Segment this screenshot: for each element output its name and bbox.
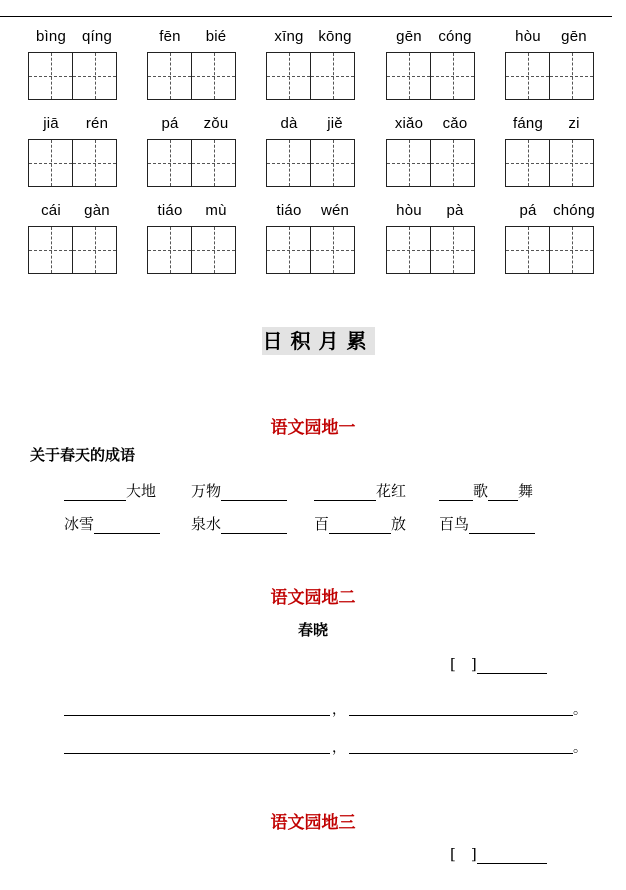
tian-zi-ge-box[interactable] bbox=[549, 226, 594, 274]
pinyin-word bbox=[505, 28, 598, 48]
tian-zi-ge-box[interactable] bbox=[310, 52, 355, 100]
author-blank[interactable] bbox=[477, 847, 547, 864]
pinyin-syllable: jiě bbox=[327, 115, 343, 132]
pinyin-syllable: zi bbox=[568, 115, 580, 132]
writing-boxes bbox=[386, 52, 474, 100]
tian-zi-ge-box[interactable] bbox=[191, 226, 236, 274]
fill-blank[interactable] bbox=[329, 517, 391, 534]
tian-zi-ge-box[interactable] bbox=[505, 139, 550, 187]
writing-boxes bbox=[147, 52, 235, 100]
writing-boxes bbox=[266, 52, 354, 100]
poem-line-2: ， 。 bbox=[64, 734, 584, 754]
poem-title: 春晓 bbox=[297, 621, 328, 639]
pinyin-text bbox=[505, 202, 598, 222]
tian-zi-ge-box[interactable] bbox=[72, 52, 117, 100]
pinyin-word bbox=[147, 28, 240, 48]
idiom-2: 万物 bbox=[191, 480, 287, 501]
fill-blank[interactable] bbox=[94, 517, 160, 534]
writing-boxes bbox=[28, 52, 116, 100]
tian-zi-ge-box[interactable] bbox=[430, 139, 475, 187]
idiom-8: 百鸟 bbox=[439, 513, 535, 534]
idiom-6: 泉水 bbox=[191, 513, 287, 534]
pinyin-syllable: hòu bbox=[396, 202, 422, 219]
writing-boxes bbox=[505, 139, 593, 187]
pinyin-syllable: pá bbox=[519, 202, 537, 219]
tian-zi-ge-box[interactable] bbox=[505, 226, 550, 274]
pinyin-text bbox=[266, 115, 359, 135]
idiom-4: 歌 舞 bbox=[439, 480, 533, 501]
pinyin-word bbox=[386, 28, 479, 48]
pinyin-syllable: mù bbox=[205, 202, 227, 219]
pinyin-syllable: dà bbox=[280, 115, 298, 132]
pinyin-syllable: tiáo bbox=[276, 202, 302, 219]
writing-boxes bbox=[386, 139, 474, 187]
pinyin-syllable: cóng bbox=[438, 28, 472, 45]
fill-blank[interactable] bbox=[488, 484, 518, 501]
writing-boxes bbox=[147, 139, 235, 187]
tian-zi-ge-box[interactable] bbox=[386, 52, 431, 100]
tian-zi-ge-box[interactable] bbox=[310, 139, 355, 187]
pinyin-text bbox=[386, 202, 479, 222]
fill-blank[interactable] bbox=[469, 517, 535, 534]
pinyin-row bbox=[28, 115, 608, 202]
author-line-3: [ ] bbox=[450, 843, 547, 864]
idiom-3: 花红 bbox=[314, 480, 406, 501]
pinyin-text bbox=[505, 115, 598, 135]
pinyin-syllable: cǎo bbox=[442, 115, 468, 132]
tian-zi-ge-box[interactable] bbox=[386, 139, 431, 187]
pinyin-writing-grid bbox=[28, 28, 608, 289]
writing-boxes bbox=[28, 226, 116, 274]
writing-boxes bbox=[266, 226, 354, 274]
pinyin-text bbox=[266, 28, 359, 48]
poem-blank-left[interactable] bbox=[64, 715, 330, 716]
pinyin-syllable: wén bbox=[320, 202, 350, 219]
tian-zi-ge-box[interactable] bbox=[28, 139, 73, 187]
pinyin-word bbox=[28, 115, 121, 135]
tian-zi-ge-box[interactable] bbox=[72, 139, 117, 187]
writing-boxes bbox=[28, 139, 116, 187]
pinyin-word bbox=[266, 28, 359, 48]
pinyin-syllable: bìng bbox=[36, 28, 66, 45]
tian-zi-ge-box[interactable] bbox=[28, 52, 73, 100]
pinyin-text bbox=[147, 202, 240, 222]
pinyin-syllable: gēn bbox=[561, 28, 587, 45]
writing-boxes bbox=[505, 226, 593, 274]
pinyin-text bbox=[505, 28, 598, 48]
pinyin-syllable: pá bbox=[161, 115, 179, 132]
tian-zi-ge-box[interactable] bbox=[386, 226, 431, 274]
pinyin-syllable: fáng bbox=[513, 115, 543, 132]
poem-blank-left[interactable] bbox=[64, 753, 330, 754]
pinyin-word bbox=[266, 202, 359, 222]
tian-zi-ge-box[interactable] bbox=[147, 52, 192, 100]
pinyin-word bbox=[386, 115, 479, 135]
pinyin-syllable: hòu bbox=[515, 28, 541, 45]
section-title: 日积月累 bbox=[262, 329, 375, 353]
poem-line-1: ， 。 bbox=[64, 696, 584, 716]
pinyin-syllable: pà bbox=[446, 202, 464, 219]
idiom-5: 冰雪 bbox=[64, 513, 160, 534]
pinyin-syllable: kōng bbox=[318, 28, 352, 45]
pinyin-syllable: xiǎo bbox=[394, 115, 424, 132]
writing-boxes bbox=[147, 226, 235, 274]
tian-zi-ge-box[interactable] bbox=[430, 226, 475, 274]
pinyin-text bbox=[386, 28, 479, 48]
pinyin-word bbox=[505, 115, 598, 135]
pinyin-text bbox=[266, 202, 359, 222]
pinyin-syllable: chóng bbox=[553, 202, 595, 219]
tian-zi-ge-box[interactable] bbox=[266, 139, 311, 187]
author-line-2: [ ] bbox=[450, 653, 547, 674]
pinyin-syllable: gēn bbox=[396, 28, 422, 45]
idiom-7: 百 放 bbox=[314, 515, 407, 533]
garden2-heading: 语文园地二 bbox=[270, 588, 356, 608]
pinyin-word bbox=[266, 115, 359, 135]
pinyin-syllable: tiáo bbox=[157, 202, 183, 219]
pinyin-word bbox=[28, 202, 121, 222]
pinyin-syllable: xīng bbox=[274, 28, 304, 45]
fill-blank[interactable] bbox=[314, 484, 376, 501]
pinyin-text bbox=[147, 115, 240, 135]
tian-zi-ge-box[interactable] bbox=[266, 226, 311, 274]
pinyin-word bbox=[147, 115, 240, 135]
pinyin-row bbox=[28, 202, 608, 289]
writing-boxes bbox=[505, 52, 593, 100]
fill-blank[interactable] bbox=[221, 484, 287, 501]
fill-blank[interactable] bbox=[221, 517, 287, 534]
pinyin-syllable: cái bbox=[41, 202, 61, 219]
pinyin-text bbox=[386, 115, 479, 135]
tian-zi-ge-box[interactable] bbox=[549, 139, 594, 187]
pinyin-text bbox=[147, 28, 240, 48]
tian-zi-ge-box[interactable] bbox=[28, 226, 73, 274]
fill-blank[interactable] bbox=[439, 484, 473, 501]
pinyin-text bbox=[28, 115, 121, 135]
pinyin-word bbox=[386, 202, 479, 222]
pinyin-row bbox=[28, 28, 608, 115]
pinyin-syllable: gàn bbox=[84, 202, 110, 219]
fill-blank[interactable] bbox=[64, 484, 126, 501]
tian-zi-ge-box[interactable] bbox=[147, 226, 192, 274]
writing-boxes bbox=[386, 226, 474, 274]
garden3-heading: 语文园地三 bbox=[270, 813, 356, 833]
pinyin-word bbox=[505, 202, 598, 222]
pinyin-text bbox=[28, 28, 121, 48]
tian-zi-ge-box[interactable] bbox=[549, 52, 594, 100]
idiom-1: 大地 bbox=[64, 480, 156, 501]
garden1-heading: 语文园地一 bbox=[270, 418, 356, 438]
idioms-subheading: 关于春天的成语 bbox=[30, 446, 136, 464]
pinyin-text bbox=[28, 202, 121, 222]
tian-zi-ge-box[interactable] bbox=[147, 139, 192, 187]
tian-zi-ge-box[interactable] bbox=[430, 52, 475, 100]
tian-zi-ge-box[interactable] bbox=[191, 52, 236, 100]
pinyin-syllable: jiā bbox=[43, 115, 59, 132]
author-blank[interactable] bbox=[477, 657, 547, 674]
tian-zi-ge-box[interactable] bbox=[505, 52, 550, 100]
pinyin-syllable: fēn bbox=[159, 28, 181, 45]
pinyin-syllable: rén bbox=[85, 115, 109, 132]
writing-boxes bbox=[266, 139, 354, 187]
tian-zi-ge-box[interactable] bbox=[191, 139, 236, 187]
pinyin-syllable: qíng bbox=[82, 28, 112, 45]
pinyin-syllable: bié bbox=[205, 28, 227, 45]
poem-blank-right[interactable] bbox=[349, 753, 573, 754]
tian-zi-ge-box[interactable] bbox=[72, 226, 117, 274]
pinyin-word bbox=[147, 202, 240, 222]
tian-zi-ge-box[interactable] bbox=[310, 226, 355, 274]
pinyin-word bbox=[28, 28, 121, 48]
tian-zi-ge-box[interactable] bbox=[266, 52, 311, 100]
poem-blank-right[interactable] bbox=[349, 715, 573, 716]
top-rule bbox=[0, 16, 612, 17]
pinyin-syllable: zǒu bbox=[203, 115, 229, 132]
